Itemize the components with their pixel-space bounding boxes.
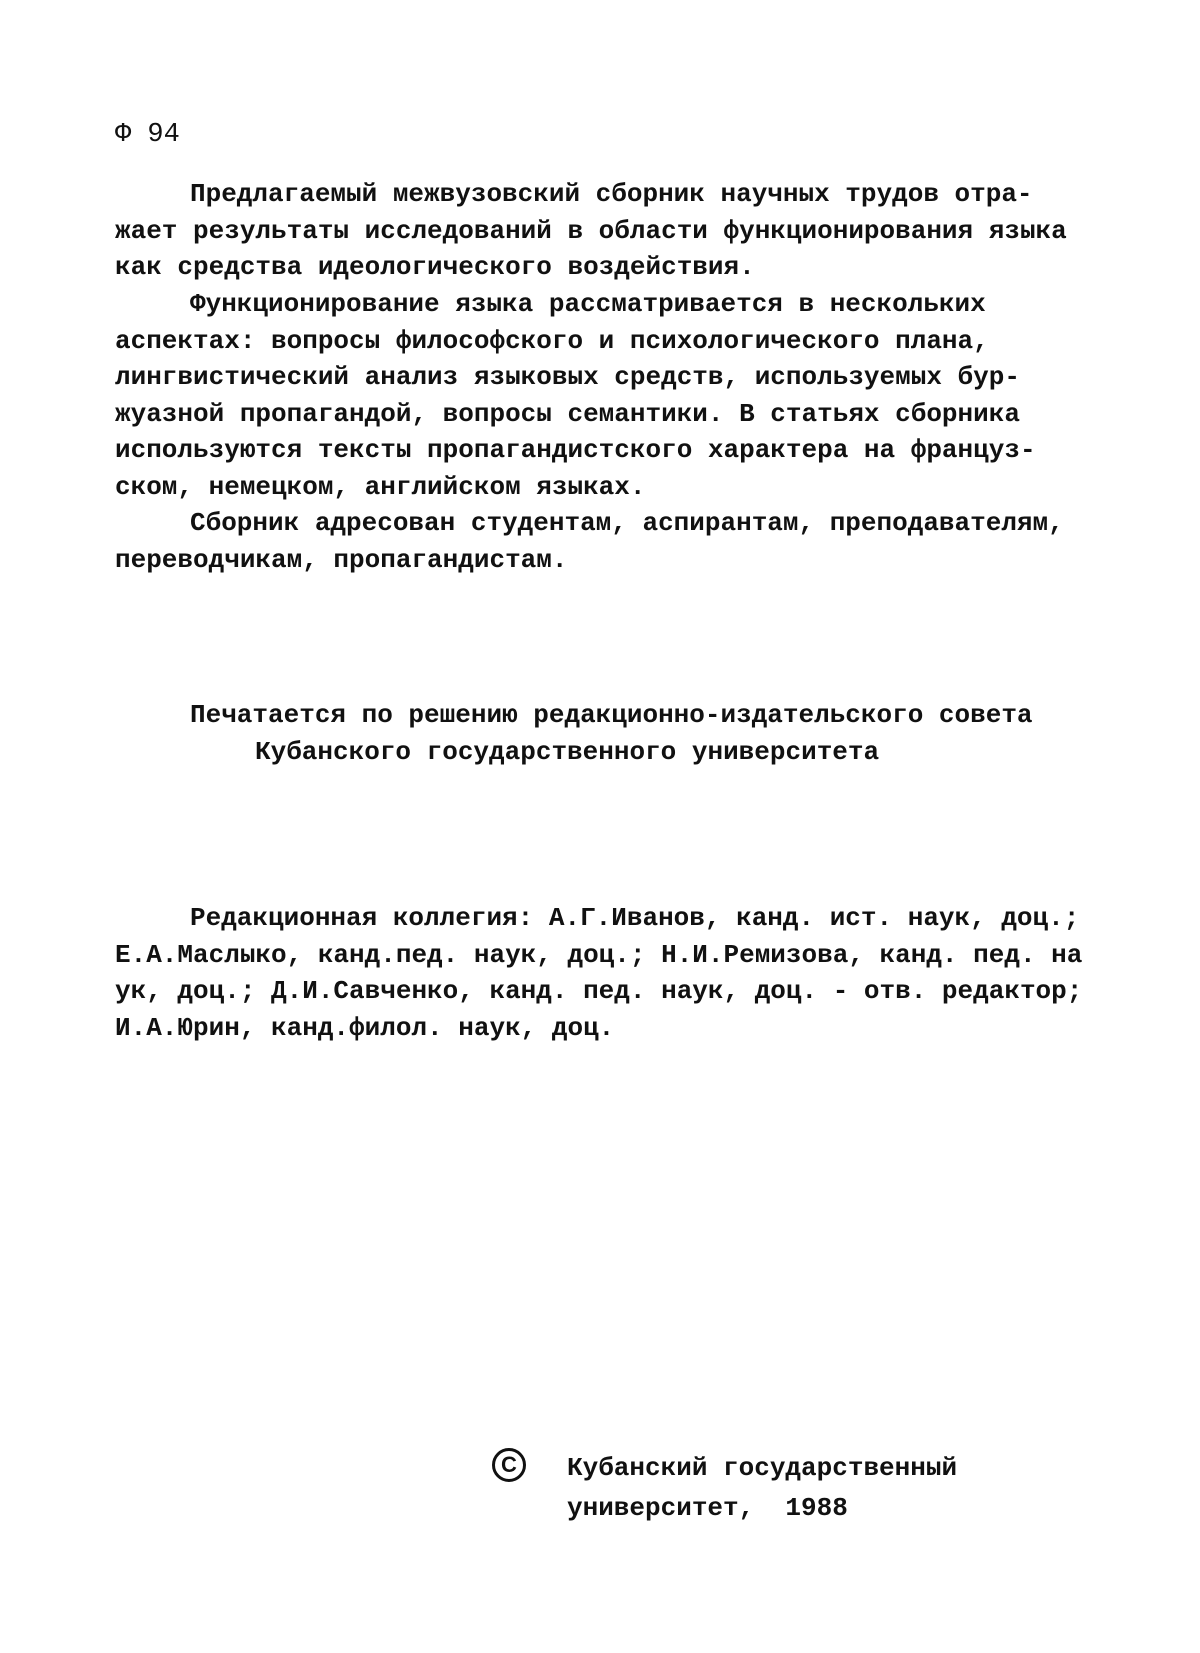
editorial-board-line: Е.А.Маслыко, канд.пед. наук, доц.; Н.И.Ремизова, канд. пед. на	[115, 939, 1083, 970]
abstract-line: Предлагаемый межвузовский сборник научных трудов отра-	[190, 179, 1033, 209]
abstract-line: ском, немецком, английском языках.	[115, 471, 646, 502]
copyright-line: университет, 1988	[567, 1493, 848, 1523]
abstract-paragraph-2	[115, 286, 1036, 505]
abstract-line: Сборник адресован студентам, аспирантам, преподавателям,	[190, 508, 1064, 538]
abstract-line: аспектах: вопросы философского и психологического плана,	[115, 325, 989, 356]
abstract-paragraph-3	[115, 505, 1064, 578]
editorial-board-line: ук, доц.; Д.И.Савченко, канд. пед. наук, доц. - отв. редактор;	[115, 976, 1083, 1006]
abstract-line: как средства идеологического воздействия.	[115, 252, 755, 282]
copyright-line: Кубанский государственный	[567, 1453, 958, 1483]
editorial-board	[115, 900, 1082, 1046]
abstract-paragraph-1	[115, 176, 1067, 286]
editorial-board-line: Редакционная коллегия: А.Г.Иванов, канд. ист. наук, доц.;	[190, 903, 1080, 933]
editorial-board-line: И.А.Юрин, канд.филол. наук, доц.	[115, 1012, 615, 1043]
copyright-icon: C	[492, 1448, 526, 1482]
classification-code: Ф 94	[115, 120, 180, 150]
copyright-text	[567, 1448, 957, 1528]
publication-note-line: Печатается по решению редакционно-издательского совета	[190, 700, 1033, 730]
publication-note-line: Кубанского государственного университета	[255, 736, 880, 767]
abstract-line: жуазной пропагандой, вопросы семантики. В статьях сборника	[115, 398, 1020, 429]
abstract-line: Функционирование языка рассматривается в нескольких	[190, 289, 986, 319]
abstract-line: используются тексты пропагандистского характера на француз-	[115, 435, 1036, 465]
abstract-line: лингвистический анализ языковых средств, используемых бур-	[115, 362, 1020, 392]
abstract-line: жает результаты исследований в области функционирования языка	[115, 215, 1067, 246]
publication-note	[190, 697, 1033, 770]
abstract-line: переводчикам, пропагандистам.	[115, 544, 568, 575]
